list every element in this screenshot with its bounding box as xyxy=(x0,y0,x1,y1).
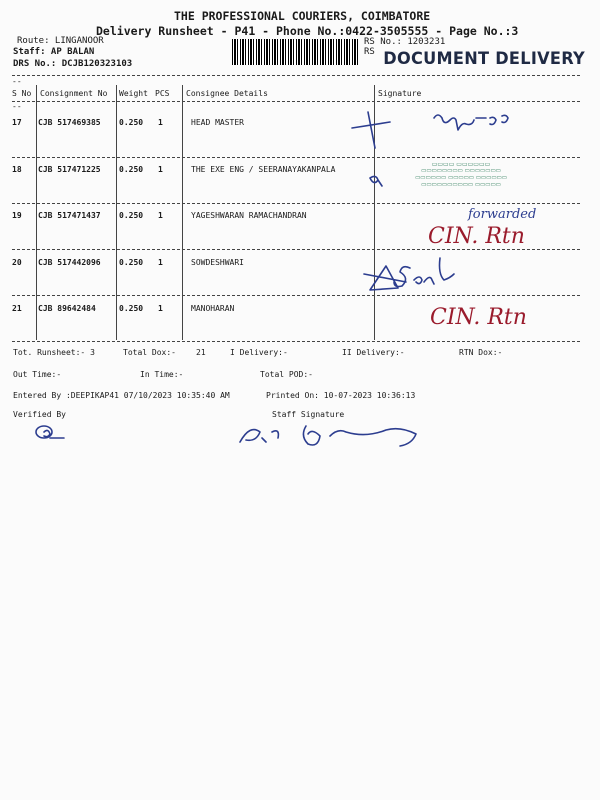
route: Route: LINGANOOR xyxy=(17,36,104,46)
row-weight: 0.250 xyxy=(119,211,144,220)
row-weight: 0.250 xyxy=(119,304,144,313)
col-signature: Signature xyxy=(378,89,422,98)
row-sno: 19 xyxy=(12,211,22,220)
staff-signature-label: Staff Signature xyxy=(272,410,345,419)
row-sno: 21 xyxy=(12,304,22,313)
col-pcs: PCS xyxy=(155,89,170,98)
col-consignee: Consignee Details xyxy=(186,89,268,98)
handwritten-cin-row21: CIN. Rtn xyxy=(430,305,527,330)
in-time: In Time:- xyxy=(140,370,184,379)
signature-row17 xyxy=(434,115,508,130)
row-weight: 0.250 xyxy=(119,118,144,127)
row-consignment: CJB 517471225 xyxy=(38,165,101,174)
row-pcs: 1 xyxy=(158,211,163,220)
row-sno: 17 xyxy=(12,118,22,127)
col-consignment: Consignment No xyxy=(40,89,108,98)
handwritten-cin-row19: CIN. Rtn xyxy=(428,224,525,249)
row-consignment: CJB 89642484 xyxy=(38,304,96,313)
row-weight: 0.250 xyxy=(119,258,144,267)
cross-mark xyxy=(352,112,390,148)
row-consignment: CJB 517442096 xyxy=(38,258,101,267)
row-consignee: SOWDESHWARI xyxy=(191,258,244,267)
col-sno: S No xyxy=(12,89,32,98)
marker: -- xyxy=(12,77,22,86)
row-consignee: HEAD MASTER xyxy=(191,118,244,127)
out-time: Out Time:- xyxy=(13,370,62,379)
row-weight: 0.250 xyxy=(119,165,144,174)
staff: Staff: AP BALAN xyxy=(13,47,95,57)
row-consignee: MANOHARAN xyxy=(191,304,235,313)
marker: -- xyxy=(12,102,22,111)
printed-on: Printed On: 10-07-2023 10:36:13 xyxy=(266,391,416,400)
row-pcs: 1 xyxy=(158,258,163,267)
rs-prefix: RS xyxy=(364,47,375,57)
company-name: THE PROFESSIONAL COURIERS, COIMBATORE xyxy=(174,9,431,23)
row-sno: 20 xyxy=(12,258,22,267)
total-pod: Total POD:- xyxy=(260,370,313,379)
verified-by: Verified By xyxy=(13,410,66,419)
total-dox-label: Total Dox:- xyxy=(123,348,176,357)
entered-by: Entered By :DEEPIKAP41 07/10/2023 10:35:40 AM xyxy=(13,391,230,400)
col-weight: Weight xyxy=(119,89,148,98)
staff-signature xyxy=(240,426,416,446)
rs-number: RS No.: 1203231 xyxy=(364,37,446,47)
row-sno: 18 xyxy=(12,165,22,174)
row-pcs: 1 xyxy=(158,165,163,174)
verified-mark xyxy=(36,426,64,438)
row-consignee: THE EXE ENG / SEERANAYAKANPALA xyxy=(191,165,336,174)
official-seal: ▭▭▭▭ ▭▭▭▭▭▭ ▭▭▭▭▭▭▭▭ ▭▭▭▭▭▭▭ ▭▭▭▭▭▭ ▭▭▭▭▭ ▭▭▭▭▭▭ ▭▭▭▭▭▭▭▭▭▭ ▭▭▭▭▭ xyxy=(415,161,507,188)
tot-runsheet: Tot. Runsheet:- 3 xyxy=(13,348,95,357)
row-consignment: CJB 517469385 xyxy=(38,118,101,127)
i-delivery: I Delivery:- xyxy=(230,348,288,357)
row-pcs: 1 xyxy=(158,118,163,127)
row-consignee: YAGESHWARAN RAMACHANDRAN xyxy=(191,211,307,220)
row-pcs: 1 xyxy=(158,304,163,313)
row-consignment: CJB 517471437 xyxy=(38,211,101,220)
runsheet-title: Delivery Runsheet - P41 - Phone No.:0422-3505555 - Page No.:3 xyxy=(96,24,519,38)
rtn-dox: RTN Dox:- xyxy=(459,348,503,357)
total-dox-value: 21 xyxy=(196,348,206,357)
handwritten-note: forwarded xyxy=(468,207,537,222)
ii-delivery: II Delivery:- xyxy=(342,348,405,357)
drs-number: DRS No.: DCJB120323103 xyxy=(13,59,133,69)
tick-mark xyxy=(370,176,382,186)
document-delivery-stamp: DOCUMENT DELIVERY xyxy=(383,49,586,69)
